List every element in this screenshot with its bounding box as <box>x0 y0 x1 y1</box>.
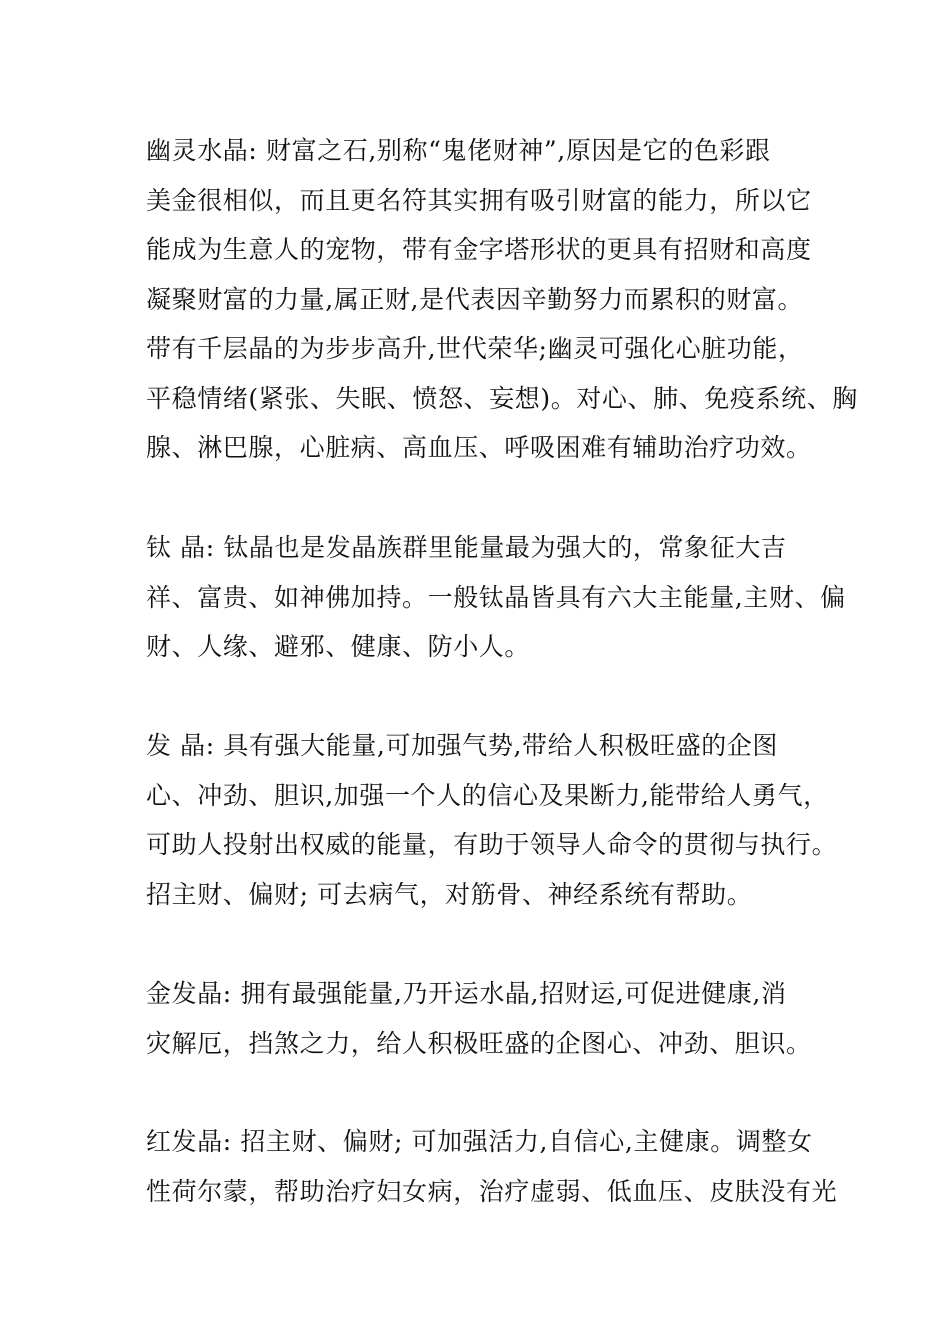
text-line: 发 晶: 具有强大能量,可加强气势,带给人积极旺盛的企图 <box>146 731 779 760</box>
text-line: 带有千层晶的为步步高升,世代荣华;幽灵可强化心脏功能， <box>146 334 804 363</box>
text-line: 平稳情绪(紧张、失眠、愤怒、妄想)。对心、肺、免疫系统、胸 <box>146 383 858 413</box>
text-line: 心、冲劲、胆识,加强一个人的信心及果断力,能带给人勇气， <box>146 780 829 810</box>
paragraph-rutilated-quartz <box>146 721 838 919</box>
text-line: 性荷尔蒙，帮助治疗妇女病，治疗虚弱、低血压、皮肤没有光 <box>146 1176 838 1206</box>
paragraph-red-rutilated-quartz <box>146 1117 838 1216</box>
text-line: 财、人缘、避邪、健康、防小人。 <box>146 632 531 661</box>
text-line: 幽灵水晶: 财富之石,别称“鬼佬财神”,原因是它的色彩跟 <box>146 136 771 165</box>
text-line: 红发晶: 招主财、偏财; 可加强活力,自信心,主健康。调整女 <box>146 1127 813 1156</box>
text-line: 钛 晶: 钛晶也是发晶族群里能量最为强大的，常象征大吉 <box>146 533 787 562</box>
text-line: 招主财、偏财; 可去病气，对筋骨、神经系统有帮助。 <box>146 879 753 909</box>
paragraph-titanium-quartz <box>146 523 846 672</box>
paragraph-phantom-quartz <box>146 126 858 473</box>
text-line: 金发晶: 拥有最强能量,乃开运水晶,招财运,可促进健康,消 <box>146 979 787 1008</box>
text-line: 凝聚财富的力量,属正财,是代表因辛勤努力而累积的财富。 <box>146 284 804 314</box>
text-line: 美金很相似，而且更名符其实拥有吸引财富的能力，所以它 <box>146 185 812 215</box>
text-line: 腺、淋巴腺，心脏病、高血压、呼吸困难有辅助治疗功效。 <box>146 433 812 462</box>
text-line: 可助人投射出权威的能量，有助于领导人命令的贯彻与执行。 <box>146 830 838 859</box>
text-line: 祥、富贵、如神佛加持。一般钛晶皆具有六大主能量,主财、偏 <box>146 582 846 612</box>
paragraph-golden-rutilated-quartz <box>146 969 816 1068</box>
text-line: 灾解厄，挡煞之力，给人积极旺盛的企图心、冲劲、胆识。 <box>146 1028 812 1058</box>
text-line: 能成为生意人的宠物，带有金字塔形状的更具有招财和高度 <box>146 235 812 264</box>
